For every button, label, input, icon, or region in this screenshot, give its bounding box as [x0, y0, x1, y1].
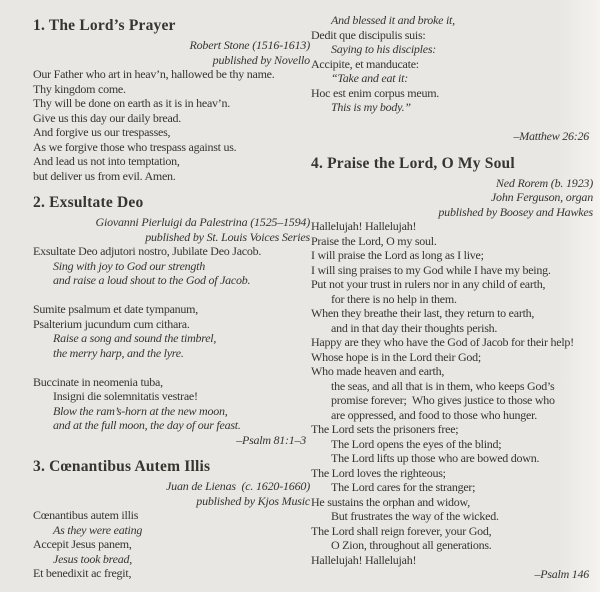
lyric-line: Whose hope is in the Lord their God; — [311, 349, 481, 364]
lyric-line: Happy are they who have the God of Jacob for their help! — [311, 335, 574, 349]
lyric-line: but deliver us from evil. Amen. — [33, 168, 176, 183]
lyric-line: But frustrates the way of the wicked. — [331, 509, 499, 523]
lyric-line: Dedit que discipulis suis: — [311, 27, 426, 42]
attribution-line: published by Boosey and Hawkes — [438, 204, 593, 219]
lyric-line: And lead us not into temptation, — [33, 154, 180, 168]
lyric-line: for there is no help in them. — [331, 291, 457, 306]
attribution-line: Giovanni Pierluigi da Palestrina (1525–1594) — [95, 215, 310, 229]
song-number: 3. — [33, 458, 46, 475]
song-title: Exsultate Deo — [45, 194, 144, 211]
attribution-line: John Ferguson, organ — [490, 190, 593, 204]
lyric-line: and in that day their thoughts perish. — [331, 320, 498, 335]
translation-line: Jesus took bread, — [53, 551, 132, 566]
right-column — [311, 13, 593, 582]
translation-line: Saying to his disciples: — [331, 42, 436, 56]
lyric-line: Thy kingdom come. — [33, 81, 126, 96]
scripture-ref: –Psalm 81:1–3 — [236, 432, 306, 447]
lyric-line: As we forgive those who trespass against us. — [33, 139, 237, 154]
stanza-spacer — [33, 360, 310, 375]
attribution-line: published by Novello — [212, 52, 310, 67]
lyric-line: The Lord shall reign forever, your God, — [311, 523, 492, 538]
lyric-line: Accepit Jesus panem, — [33, 537, 132, 551]
attribution-line: published by St. Louis Voices Series — [145, 229, 310, 244]
lyric-line: Praise the Lord, O my soul. — [311, 233, 437, 248]
translation-line: the merry harp, and the lyre. — [53, 345, 184, 360]
lyric-line: Insigni die solemnitatis vestrae! — [53, 389, 198, 403]
lyric-line: The Lord opens the eyes of the blind; — [331, 436, 502, 451]
translation-line: and raise a loud shout to the God of Jacob. — [53, 273, 251, 287]
lyric-line: Hoc est enim corpus meum. — [311, 85, 440, 100]
lyric-line: The Lord sets the prisoners free; — [311, 422, 459, 436]
lyric-line: Buccinate in neomenia tuba, — [33, 374, 163, 389]
lyric-line: The Lord cares for the stranger; — [331, 480, 476, 494]
lyric-line: Our Father who art in heav’n, hallowed be thy name. — [33, 67, 275, 81]
lyric-line: The Lord loves the righteous; — [311, 465, 446, 480]
translation-line: And blessed it and broke it, — [331, 13, 455, 27]
lyric-line: Exsultate Deo adjutori nostro, Jubilate Deo Jacob. — [33, 244, 262, 258]
lyric-line: Cœnantibus autem illis — [33, 508, 139, 522]
attribution-line: Juan de Lienas (c. 1620-1660) — [166, 479, 310, 493]
stanza-spacer — [311, 115, 593, 130]
song-title: The Lord’s Prayer — [45, 17, 176, 34]
translation-line: As they were eating — [53, 522, 143, 537]
lyric-line: Who made heaven and earth, — [311, 364, 445, 378]
lyric-line: He sustains the orphan and widow, — [311, 494, 470, 509]
lyric-line: I will praise the Lord as long as I live; — [311, 248, 484, 262]
lyric-line: When they breathe their last, they return to earth, — [311, 306, 535, 320]
song-heading — [33, 17, 310, 35]
song-heading — [33, 458, 310, 476]
lyric-line: Et benedixit ac fregit, — [33, 566, 132, 580]
lyric-line: And forgive us our trespasses, — [33, 125, 171, 139]
lyric-line: promise forever; Who gives justice to those who — [331, 393, 555, 407]
lyric-line: I will sing praises to my God while I have my being. — [311, 262, 551, 277]
translation-line: Raise a song and sound the timbrel, — [53, 331, 217, 345]
lyric-line: Hallelujah! Hallelujah! — [311, 219, 417, 233]
song-number: 1. — [33, 17, 46, 34]
lyric-line: Give us this day our daily bread. — [33, 110, 182, 125]
attribution-line: published by Kjos Music — [196, 493, 310, 508]
lyric-line: The Lord lifts up those who are bowed down. — [331, 451, 540, 465]
lyric-line: are oppressed, and food to those who hunger. — [331, 407, 537, 422]
lyric-line: the seas, and all that is in them, who keeps God’s — [331, 378, 555, 393]
song-number: 4. — [311, 154, 324, 172]
lyric-line: Accipite, et manducate: — [311, 56, 419, 71]
song-heading — [311, 155, 593, 173]
lyric-line: Sumite psalmum et date tympanum, — [33, 302, 198, 316]
scripture-ref: –Psalm 146 — [534, 567, 589, 581]
translation-line: This is my body.” — [331, 100, 411, 114]
song-title: Cœnantibus Autem Illis — [45, 458, 211, 475]
translation-line: Blow the ram’s-horn at the new moon, — [53, 403, 228, 418]
translation-line: and at the full moon, the day of our feast. — [53, 418, 241, 432]
left-column — [33, 13, 310, 581]
lyric-line: Psalterium jucundum cum cithara. — [33, 316, 190, 331]
translation-line: Sing with joy to God our strength — [53, 258, 205, 273]
attribution-line: Robert Stone (1516-1613) — [189, 38, 310, 52]
scripture-ref: –Matthew 26:26 — [513, 129, 589, 143]
song-heading — [33, 194, 310, 212]
song-title: Praise the Lord, O My Soul — [323, 154, 515, 172]
lyric-line: O Zion, throughout all generations. — [331, 538, 492, 552]
stanza-spacer — [33, 288, 310, 303]
lyric-line: Thy will be done on earth as it is in heav’n. — [33, 96, 231, 110]
attribution-line: Ned Rorem (b. 1923) — [495, 175, 593, 190]
lyric-line: Hallelujah! Hallelujah! — [311, 552, 417, 567]
song-number: 2. — [33, 194, 46, 211]
lyric-line: Put not your trust in rulers nor in any child of earth, — [311, 277, 546, 291]
translation-line: “Take and eat it: — [331, 71, 408, 85]
